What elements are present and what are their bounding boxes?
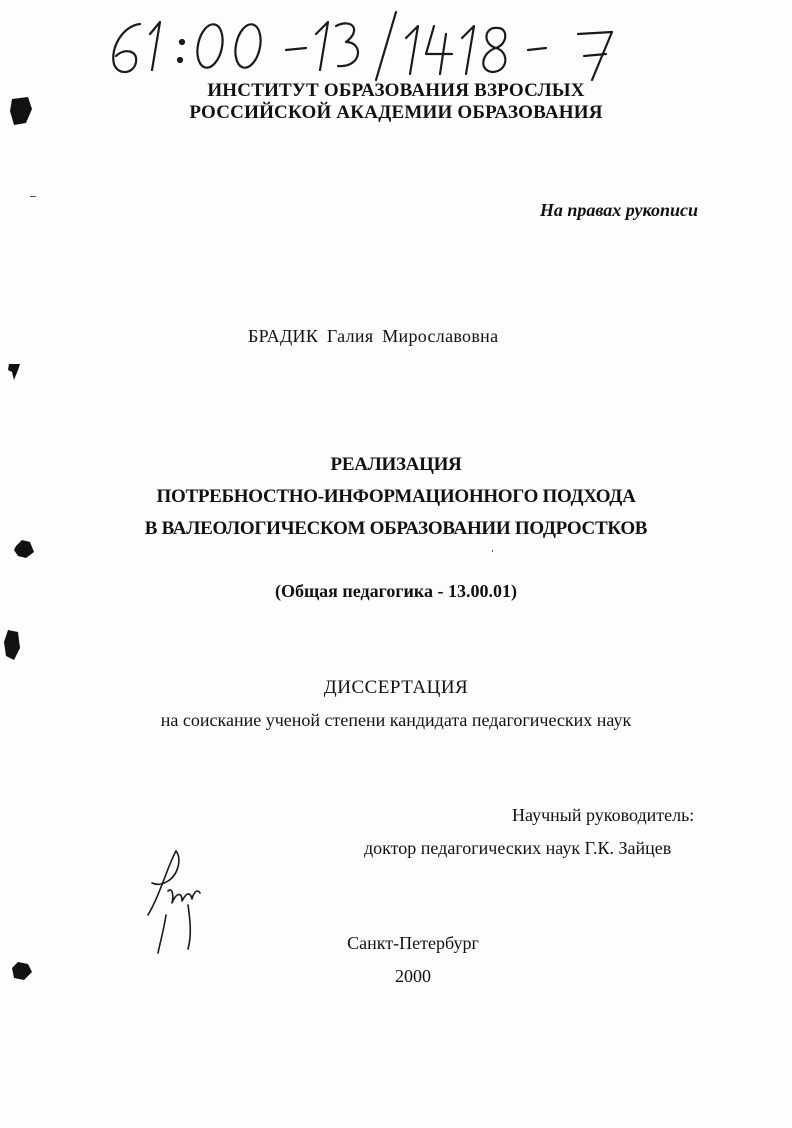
manuscript-note: На правах рукописи [539,200,698,220]
degree-line: на соискание ученой степени кандидата педагогических наук [160,710,632,730]
punch-hole-mark [8,958,34,982]
supervisor-name: доктор педагогических наук Г.К. Зайцев [364,838,672,858]
punch-hole-mark [6,362,22,382]
title-line-1: РЕАЛИЗАЦИЯ [330,454,462,475]
scan-speck [492,550,493,552]
author-name: БРАДИК Галия Мирославовна [248,326,499,346]
scan-speck [30,196,36,197]
punch-hole-mark [2,628,22,662]
punch-hole-mark [8,95,34,127]
work-type-heading: ДИССЕРТАЦИЯ [323,677,469,698]
city: Санкт-Петербург [347,933,479,953]
institution-line-1: ИНСТИТУТ ОБРАЗОВАНИЯ ВЗРОСЛЫХ [207,80,585,101]
supervisor-label: Научный руководитель: [512,805,695,825]
specialty-code: (Общая педагогика - 13.00.01) [274,581,517,601]
year: 2000 [395,966,431,986]
handwritten-archive-code [100,4,660,84]
title-line-3: В ВАЛЕОЛОГИЧЕСКОМ ОБРАЗОВАНИИ ПОДРОСТКОВ [144,518,648,539]
title-line-2: ПОТРЕБНОСТНО-ИНФОРМАЦИОННОГО ПОДХОДА [156,486,636,507]
punch-hole-mark [12,538,36,560]
institution-line-2: РОССИЙСКОЙ АКАДЕМИИ ОБРАЗОВАНИЯ [189,102,603,123]
